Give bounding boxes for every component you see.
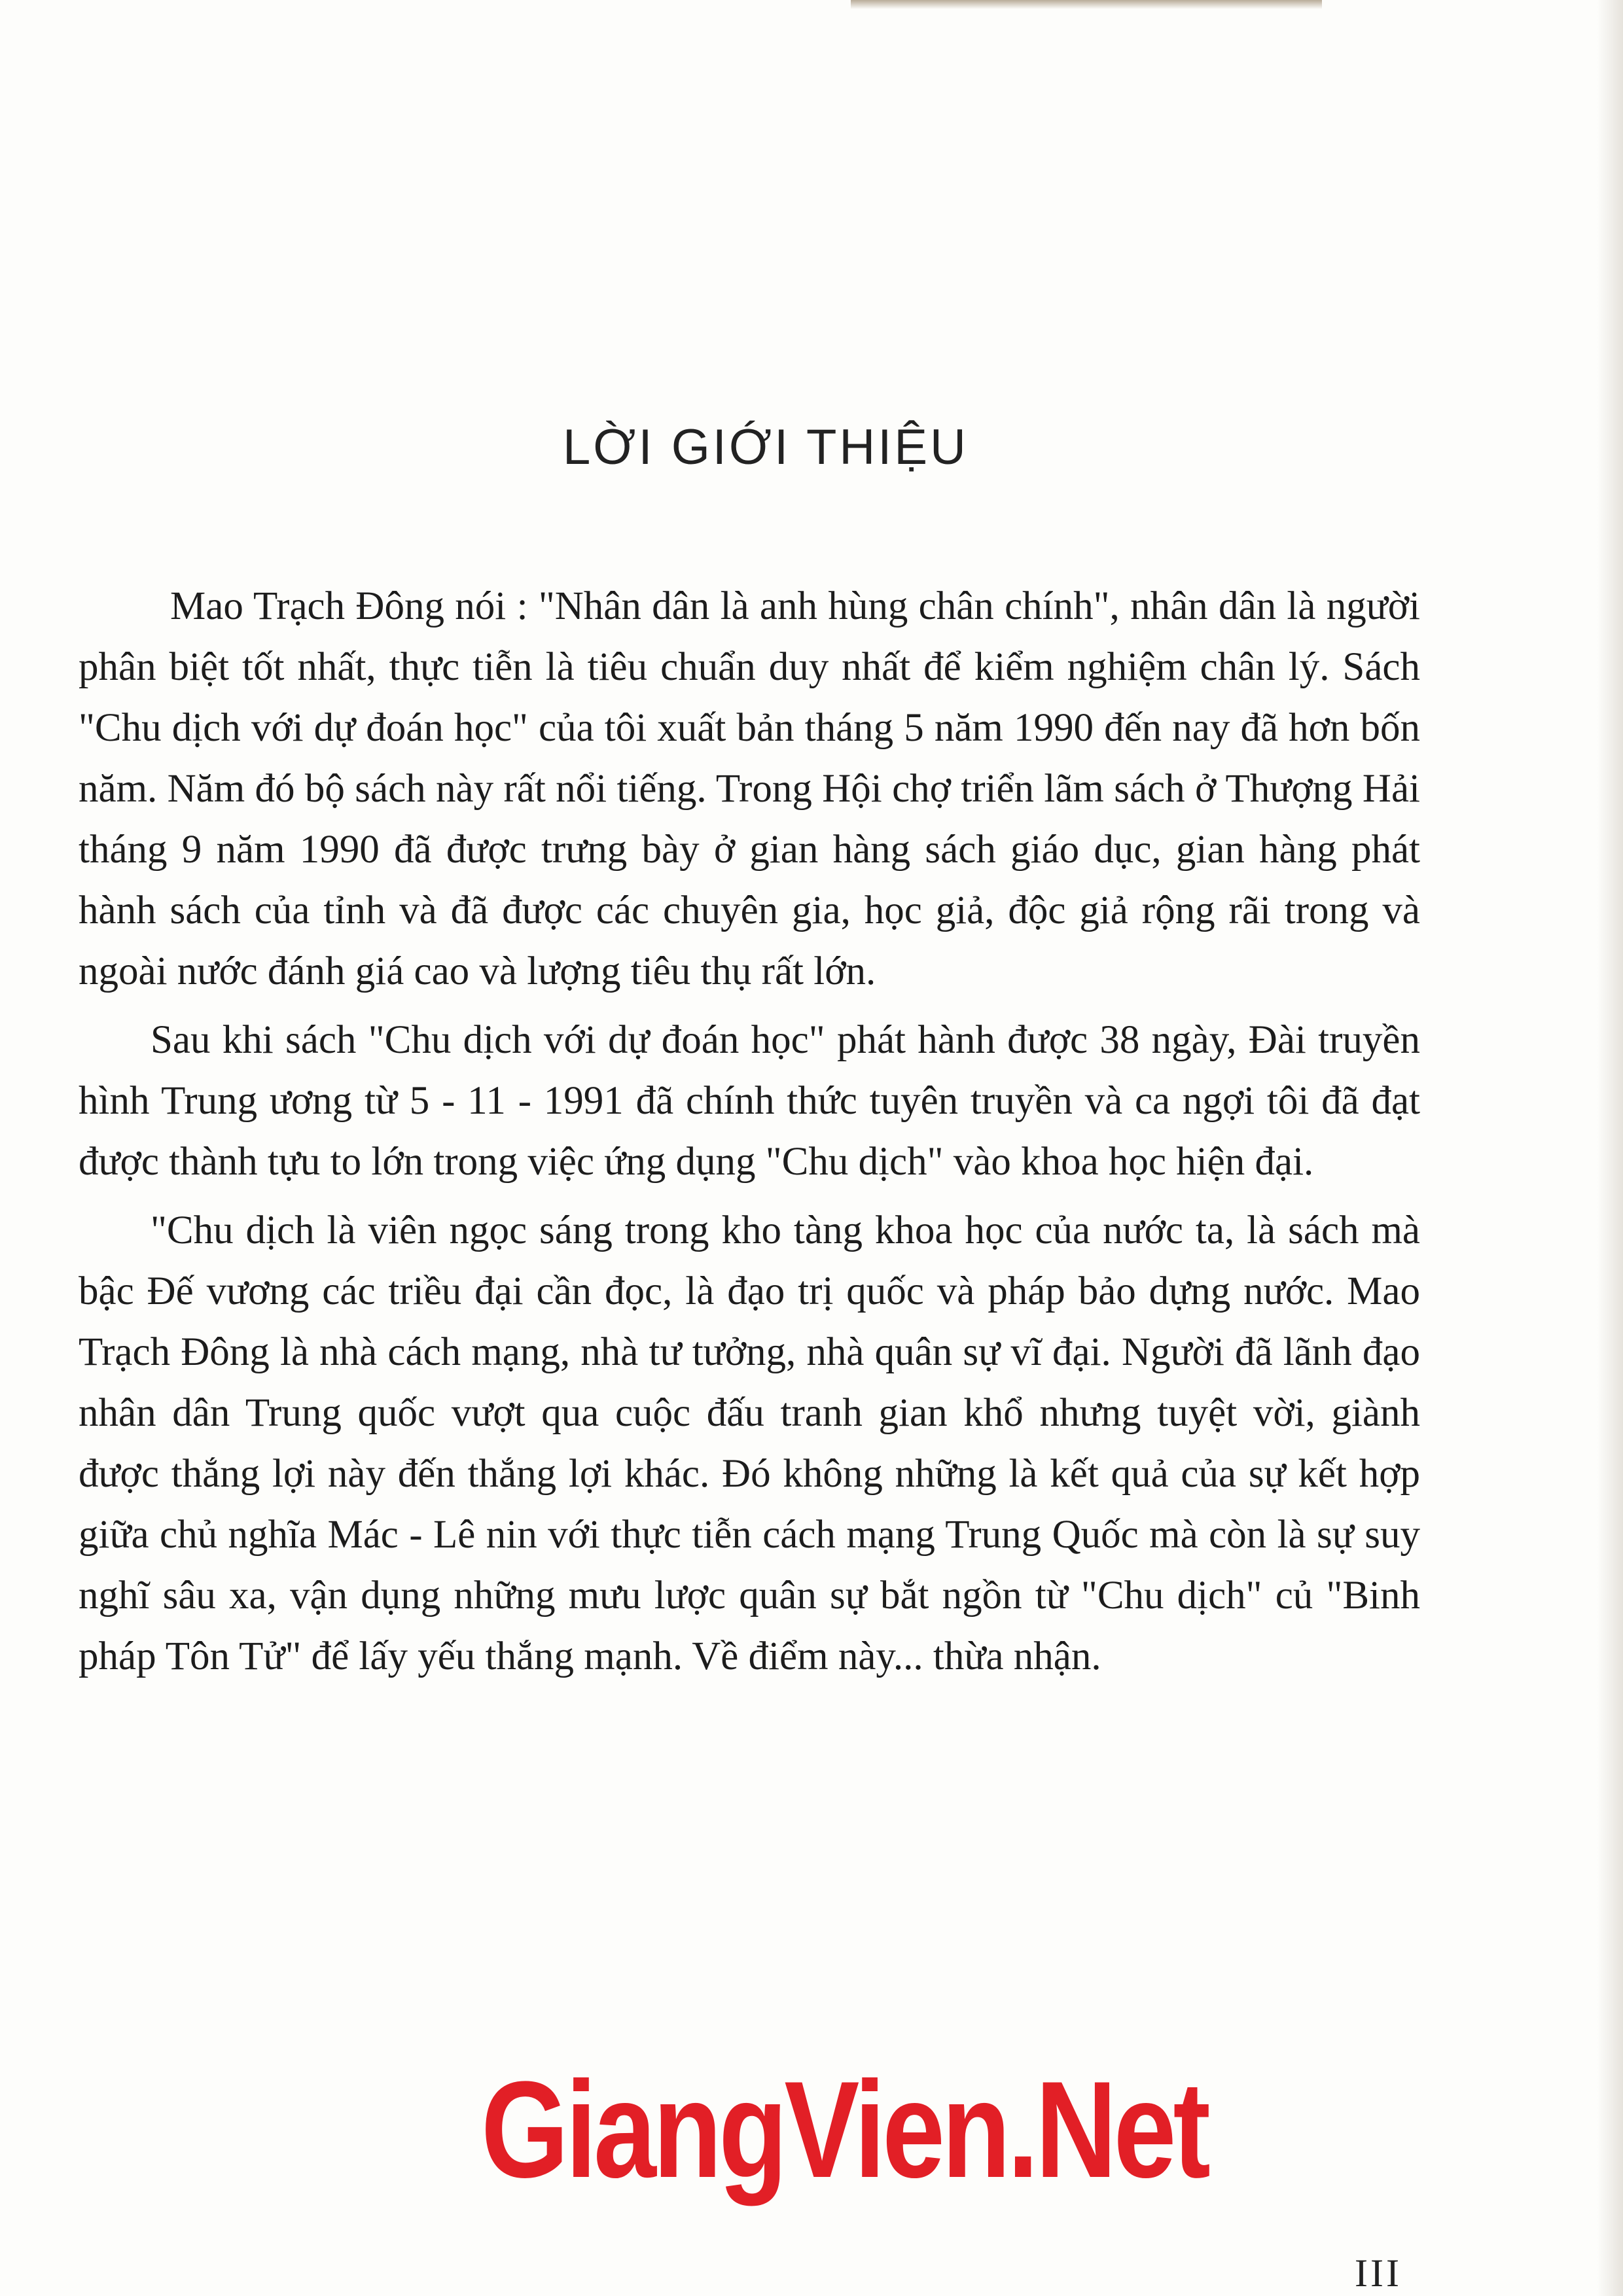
paragraph-2: Sau khi sách "Chu dịch với dự đoán học" phát hành được 38 ngày, Đài truyền hình Trung ương từ 5 - 11 - 1991 đã chính thức tuyên truyền và ca ngợi tôi đã đạt được thành tựu to lớn trong việc ứng dụng "Chu dịch" vào khoa học hiện đại. <box>79 1018 1420 1184</box>
page-number: III <box>1355 2252 1402 2295</box>
page-top-shadow <box>851 0 1322 9</box>
paragraph-1: Mao Trạch Đông nói : "Nhân dân là anh hùng chân chính", nhân dân là người phân biệt tốt nhất, thực tiễn là tiêu chuẩn duy nhất để kiểm nghiệm chân lý. Sách "Chu dịch với dự đoán học" của tôi xuất bản tháng 5 năm 1990 đến nay đã hơn bốn năm. Năm đó bộ sách này rất nổi tiếng. Trong Hội chợ triển lãm sách ở Thượng Hải tháng 9 năm 1990 đã được trưng bày ở gian hàng sách giáo dục, gian hàng phát hành sách của tỉnh và đã được các chuyên gia, học giả, độc giả rộng rãi trong và ngoài nước đánh giá cao và lượng tiêu thụ rất lớn. <box>79 584 1420 993</box>
body-text <box>79 576 1420 1695</box>
page-title: LỜI GIỚI THIỆU <box>563 419 969 475</box>
watermark-logo: GiangVien.Net <box>481 2053 1207 2206</box>
paragraph-3: "Chu dịch là viên ngọc sáng trong kho tàng khoa học của nước ta, là sách mà bậc Đế vương các triều đại cần đọc, là đạo trị quốc và pháp bảo dựng nước. Mao Trạch Đông là nhà cách mạng, nhà tư tưởng, nhà quân sự vĩ đại. Người đã lãnh đạo nhân dân Trung quốc vượt qua cuộc đấu tranh gian khổ nhưng tuyệt vời, giành được thắng lợi này đến thắng lợi khác. Đó không những là kết quả của sự kết hợp giữa chủ nghĩa Mác - Lê nin với thực tiễn cách mạng Trung Quốc mà còn là sự suy nghĩ sâu xa, vận dụng những mưu lược quân sự bắt ngồn từ "Chu dịch" củ "Binh pháp Tôn Tử" để lấy yếu thắng mạnh. Về điểm này... thừa nhận. <box>79 1209 1420 1678</box>
page-right-shadow <box>1597 0 1623 2296</box>
